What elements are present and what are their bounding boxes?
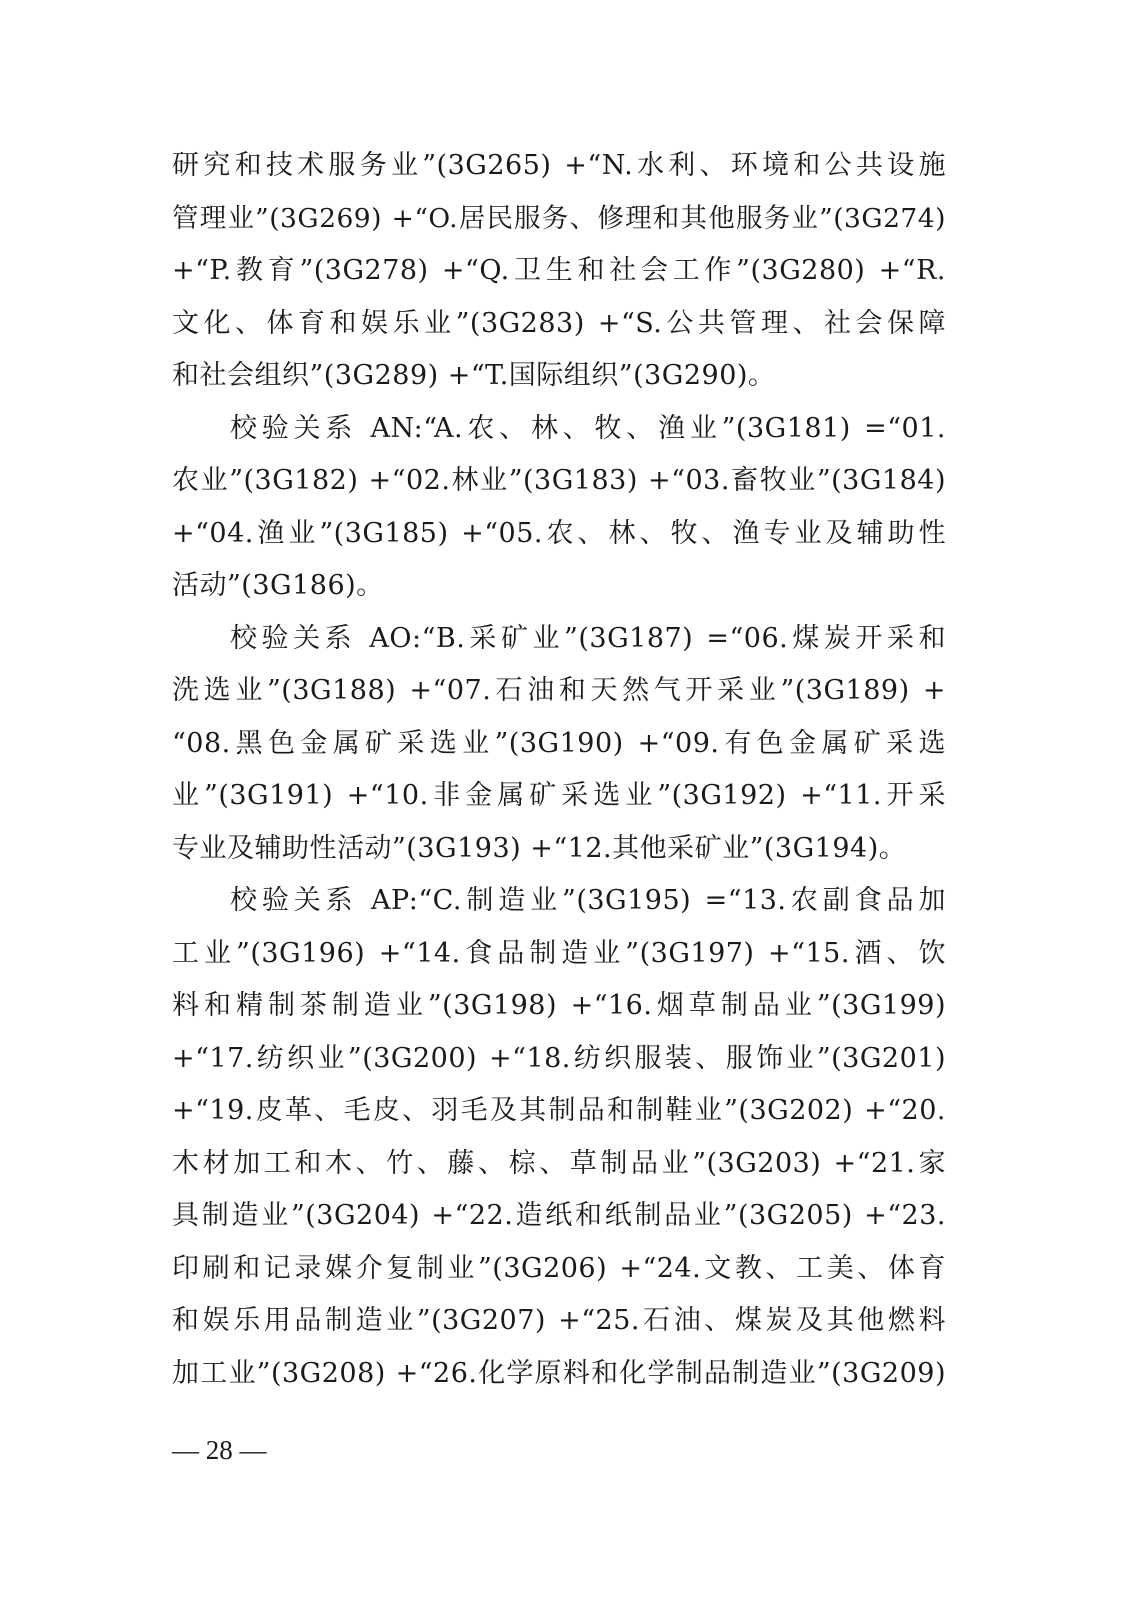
text-line: 管理业”(3G269) +“O.居民服务、修理和其他服务业”(3G274) (172, 202, 946, 234)
page-number: — 28 — (172, 1435, 267, 1465)
text-line: 具制造业”(3G204) +“22.造纸和纸制品业”(3G205) +“23. (172, 1200, 946, 1231)
text-line: +“19.皮革、毛皮、羽毛及其制品和制鞋业”(3G202) +“20. (172, 1095, 946, 1126)
text-line: 洗选业”(3G188) +“07.石油和天然气开采业”(3G189) + (172, 675, 946, 706)
text-line: +“P.教育”(3G278) +“Q.卫生和社会工作”(3G280) +“R. (172, 255, 946, 286)
text-line: 和娱乐用品制造业”(3G207) +“25.石油、煤炭及其他燃料 (172, 1305, 946, 1336)
text-line: “08.黑色金属矿采选业”(3G190) +“09.有色金属矿采选 (172, 727, 946, 759)
text-line: 校验关系 AN:“A.农、林、牧、渔业”(3G181) =“01. (230, 412, 946, 444)
text-line: 活动”(3G186)。 (172, 570, 384, 601)
text-line: 业”(3G191) +“10.非金属矿采选业”(3G192) +“11.开采 (172, 780, 946, 811)
text-line: 加工业”(3G208) +“26.化学原料和化学制品制造业”(3G209) (172, 1357, 946, 1389)
text-line: 木材加工和木、竹、藤、棕、草制品业”(3G203) +“21.家 (172, 1147, 946, 1179)
text-line: 料和精制茶制造业”(3G198) +“16.烟草制品业”(3G199) (172, 990, 946, 1021)
paragraph-relation-ao (172, 613, 946, 876)
text-line: 校验关系 AP:“C.制造业”(3G195) =“13.农副食品加 (230, 885, 946, 916)
paragraph-continuation (172, 140, 946, 403)
text-line: 研究和技术服务业”(3G265) +“N.水利、环境和公共设施 (172, 150, 946, 181)
text-line: 专业及辅助性活动”(3G193) +“12.其他采矿业”(3G194)。 (172, 832, 907, 864)
text-line: 和社会组织”(3G289) +“T.国际组织”(3G290)。 (172, 360, 776, 391)
text-line: +“17.纺织业”(3G200) +“18.纺织服装、服饰业”(3G201) (172, 1042, 946, 1074)
text-line: 农业”(3G182) +“02.林业”(3G183) +“03.畜牧业”(3G184) (172, 465, 946, 496)
text-line: 工业”(3G196) +“14.食品制造业”(3G197) +“15.酒、饮 (172, 937, 946, 969)
text-line: 印刷和记录媒介复制业”(3G206) +“24.文教、工美、体育 (172, 1252, 946, 1284)
paragraph-relation-an (172, 403, 946, 613)
text-line: +“04.渔业”(3G185) +“05.农、林、牧、渔专业及辅助性 (172, 517, 946, 549)
paragraph-relation-ap (172, 875, 946, 1400)
text-line: 文化、体育和娱乐业”(3G283) +“S.公共管理、社会保障 (172, 307, 946, 339)
text-line: 校验关系 AO:“B.采矿业”(3G187) =“06.煤炭开采和 (230, 622, 946, 654)
page-body (172, 140, 946, 1400)
